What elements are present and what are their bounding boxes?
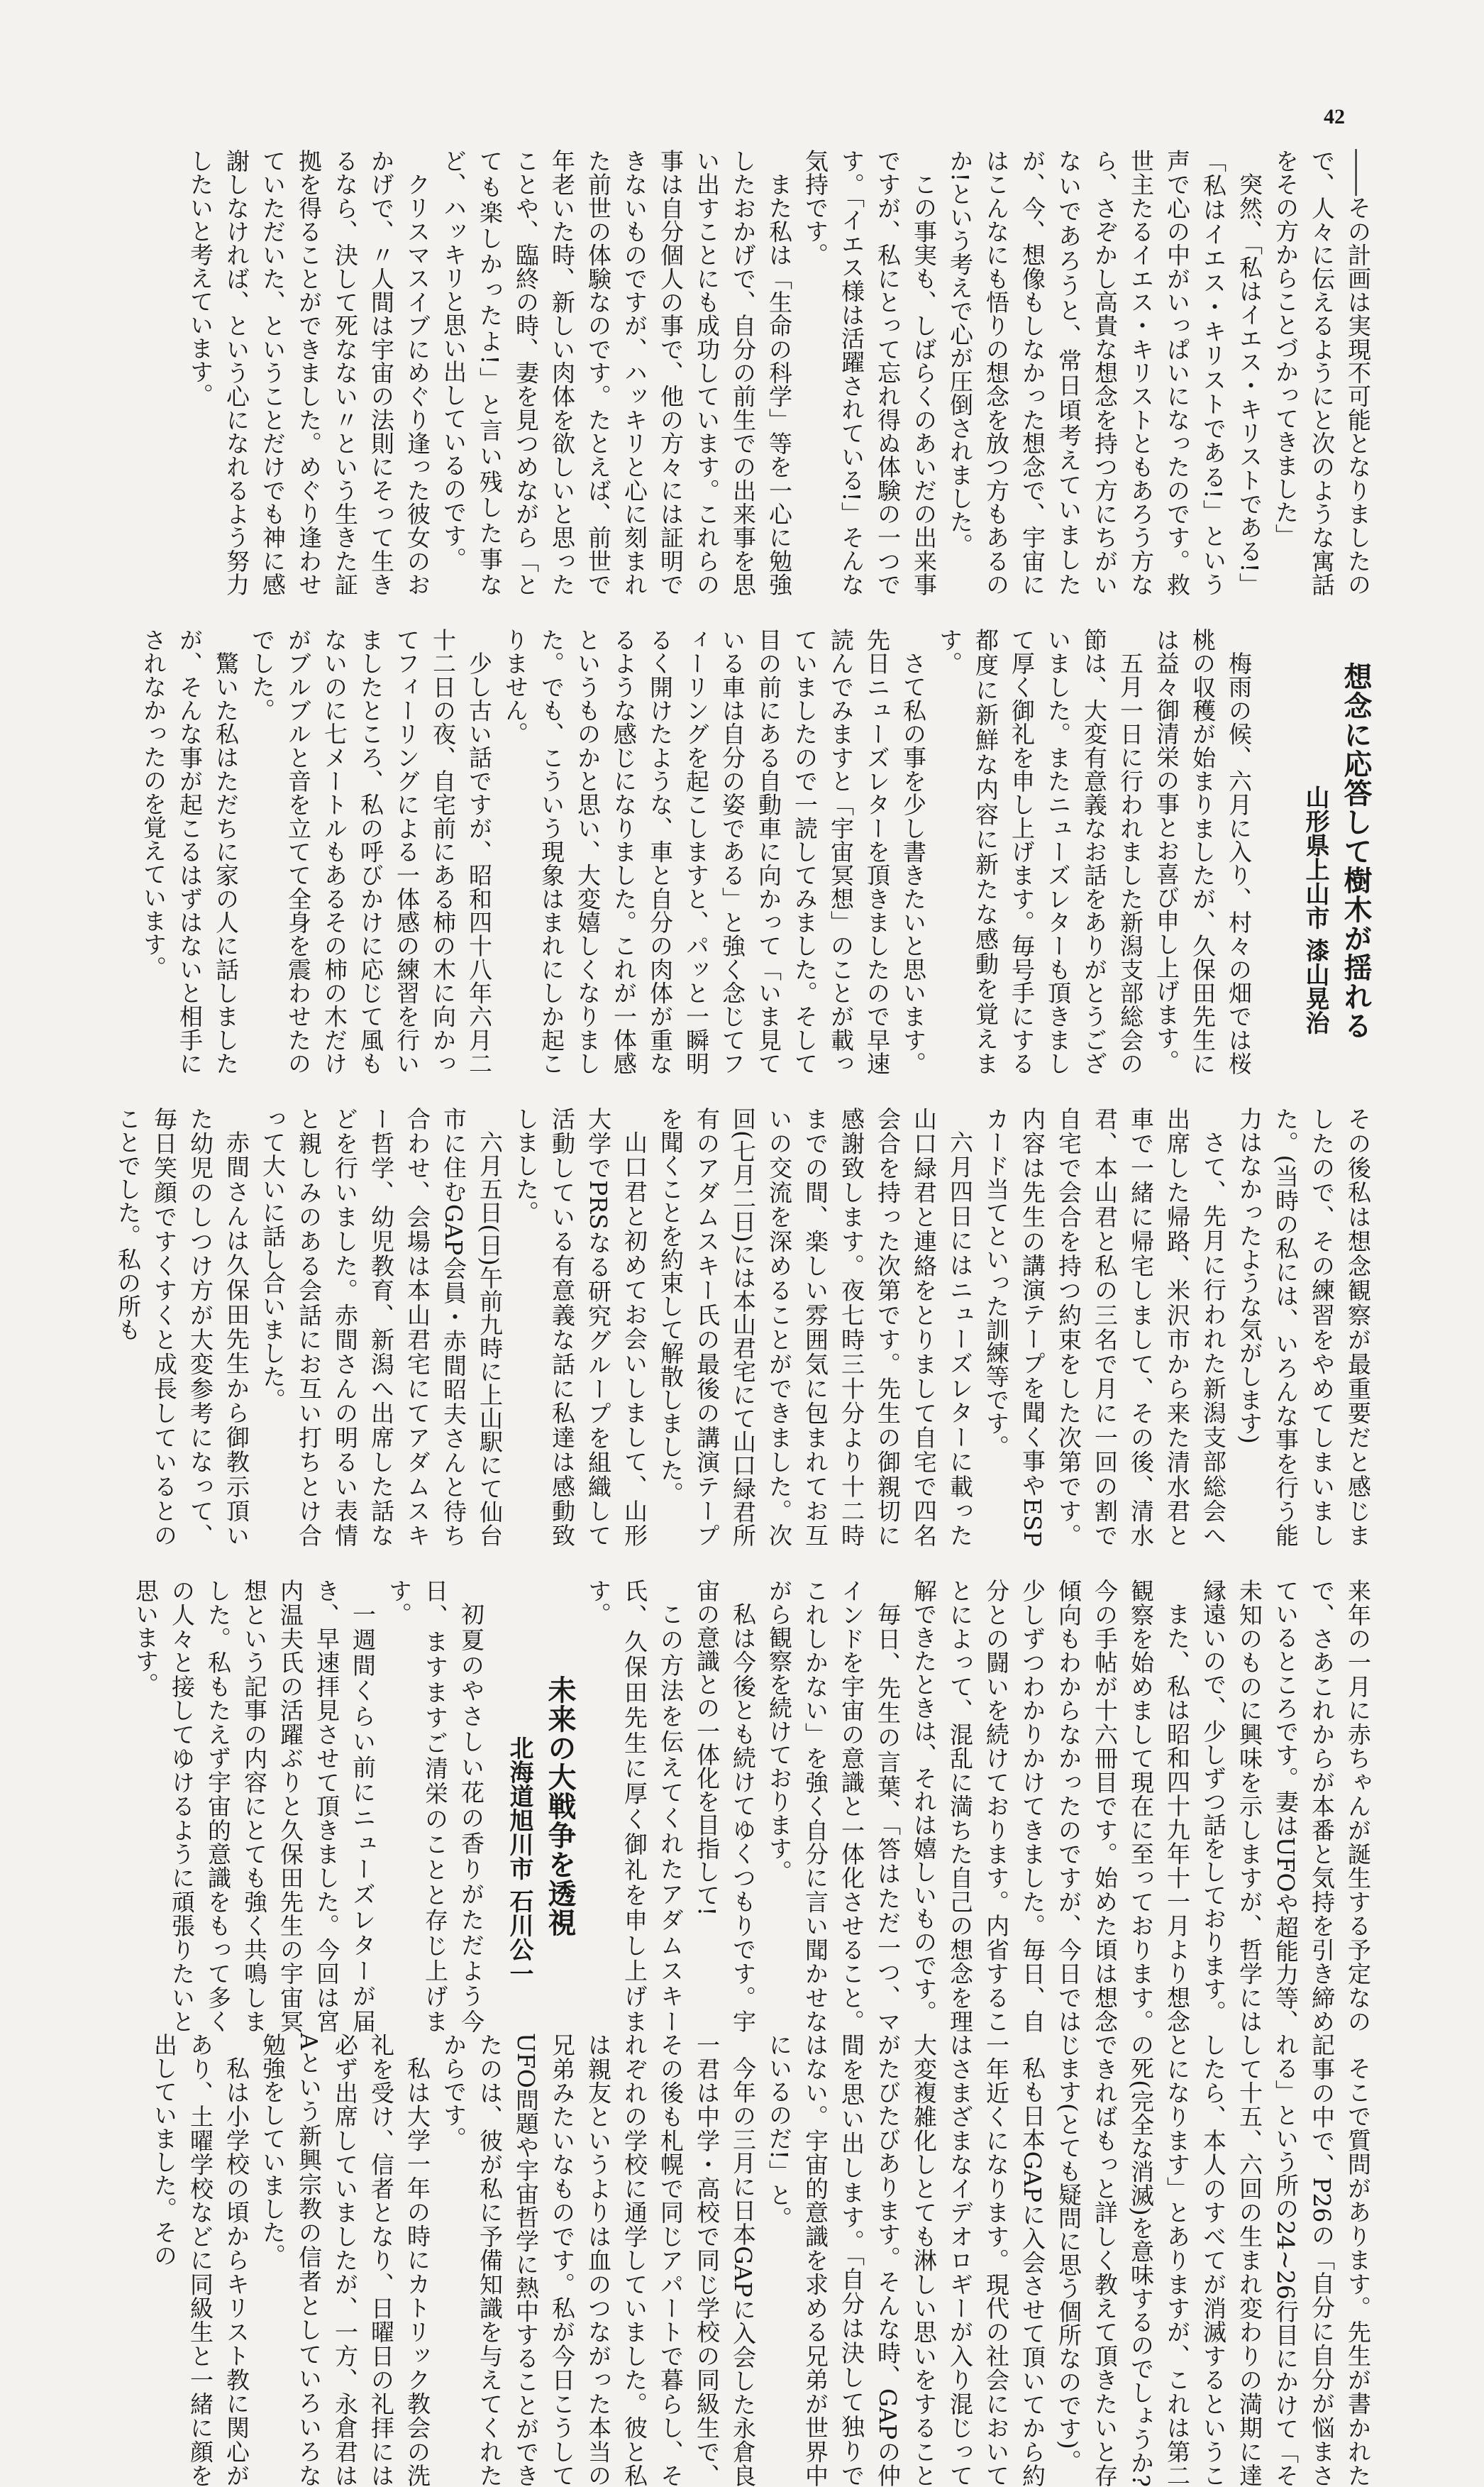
- paragraph: さて私の事を少し書きたいと思います。先日ニューズレターを頂きましたので早速読んでみますと「宇宙冥想」のことが載っていましたので一読してみました。そして目の前にある自動車に向かって「いま見ている車は自分の姿である」と強く念じてフィーリングを起こしますと、パッと一瞬明るく開けたような、車と自分の肉体が重なるような感じになりました。これが一体感というものかと思い、大変嬉しくなりました。でも、こういう現象はまれにしか起こりません。: [502, 628, 927, 1075]
- tier-3: [106, 1107, 1376, 1547]
- paragraph: 六月四日にはニューズレターに載った山口緑君と連絡をとりまして自宅で四名会合を持った次第です。先生の御親切に感謝致します。夜七時三十分より十二時までの間、楽しい雰囲気に包まれてお互いの交流を深めることができました。次回(七月二日)には本山君宅にて山口緑君所有のアダムスキー氏の最後の講演テープを聞くことを約束して解散しました。: [657, 1107, 974, 1547]
- paragraph: 梅雨の候、六月に入り、村々の畑では桜桃の収穫が始まりましたが、久保田先生には益々御清栄の事とお喜び申し上げます。: [1153, 628, 1253, 1075]
- paragraph: 毎日、先生の言葉、「答はただ一つ、マインドを宇宙の意識と一体化させること。これしかない」を強く自分に言い聞かせながら観察を続けております。: [765, 1579, 902, 2034]
- paragraph: 驚いた私はただちに家の人に話しましたが、そんな事が起こるはずはないと相手にされなかったのを覚えています。: [140, 628, 240, 1075]
- paragraph: 六月五日(日)午前九時に上山駅にて仙台市に住むGAP会員・赤間昭夫さんと待ち合わせ、会場は本山君宅にてアダムスキー哲学、幼児教育、新潟へ出席した話などを行いました。赤間さんの明るい表情と親しみのある会話にお互い打ちとけ合って大いに話し合いました。: [259, 1107, 504, 1547]
- paragraph: 少し古い話ですが、昭和四十八年六月二十二日の夜、自宅前にある柿の木に向かってフィーリングによる一体感の練習を行いましたところ、私の呼びかけに応じて風もないのに七メートルもあるその柿の木だけがブルブルと音を立てて全身を震わせたのでした。: [248, 628, 493, 1075]
- spacer: [1257, 628, 1285, 1075]
- tier-4: [106, 1579, 1376, 2487]
- paragraph: また私は「生命の科学」等を一心に勉強したおかげで、自分の前生での出来事を思い出すことにも成功しています。これらの事は自分個人の事で、他の方々には証明できないものですが、ハッキリと心に刻まれた前世の体験なのです。たとえば、前世で年老いた時、新しい肉体を欲しいと思ったことや、臨終の時、妻を見つめながら「とても楽しかったよ!」と言い残した事など、ハッキリと思い出しているのです。: [440, 149, 793, 596]
- paragraph: 私は大学一年の時にカトリック教会の洗礼を受け、信者となり、日曜日の礼拝には必ず出席していましたが、一方、永倉君はAという新興宗教の信者としていろいろな勉強をしていました。: [259, 2033, 431, 2487]
- article-title: 未来の大戦争を透視: [543, 1675, 576, 1937]
- paragraph: 今年の三月に日本GAPに入会した永倉良一君は中学・高校で同じ学校の同級生で、その後も札幌で同じアパートで暮らし、それぞれの学校に通学していました。彼と私は親友というよりは血のつながった本当の兄弟みたいなものです。私が今日こうしてUFO問題や宇宙哲学に熱中することができたのは、彼が私に予備知識を与えてくれたからです。: [440, 2033, 757, 2487]
- page-number: 42: [1324, 105, 1345, 128]
- paragraph: 私は小学校の頃からキリスト教に関心があり、土曜学校などに同級生と一緒に顔を出していました。その: [150, 2033, 250, 2487]
- paragraph: 一週間くらい前にニューズレターが届き、早速拝見させて頂きました。今回は宮内温夫氏の活躍ぶりと久保田先生の宇宙冥想という記事の内容にとても強く共鳴しました。私もたえず宇宙的意識をもって多くの人々と接してゆけるように頑張りたいと思います。: [132, 1579, 377, 2034]
- paragraph: 五月一日に行われました新潟支部総会の節は、大変有意義なお話をありがとうございました。またニューズレターも頂きまして厚く御礼を申し上げます。毎号手にする都度に新鮮な内容に新たな感動を覚えます。: [936, 628, 1144, 1075]
- paragraph: 赤間さんは久保田先生から御教示頂いた幼児のしつけ方が大変参考になって、毎日笑顔ですくすくと成長しているとのことでした。私の所も: [114, 1107, 250, 1547]
- paragraph: 私も日本GAPに入会させて頂いてから約一年近くになります。現代の社会においてはさまざまなイデオロギーが入り混じって大変複雑化しとても淋しい思いをすることがたびたびあります。そんな時、GAPの仲間を思い出します。「自分は決して独りではない。宇宙的意識を求める兄弟が世界中にいるのだ!」と。: [765, 2033, 1046, 2487]
- paragraph: さて、先月に行われた新潟支部総会へ出席した帰路、米沢市から来た清水君と車で一緒に帰宅しまして、その後、清水君、本山君と私の三名で月に一回の割で自宅で会合を持つ約束をした次第です。内容は先生の講演テープを聞く事やESPカード当てといった訓練等です。: [982, 1107, 1227, 1547]
- paragraph: 私は今後とも続けてゆくつもりです。宇宙の意識との一体化を目指して!: [693, 1579, 757, 2033]
- paragraph: 突然、「私はイエス・キリストである!」「私はイエス・キリストである!」という声で心の中がいっぱいになったのです。救世主たるイエス・キリストともあろう方なら、さぞかし高貴な想念を持つ方にちがいないであろうと、常日頃考えていましたが、今、想像もしなかった想念で、宇宙にはこんなにも悟りの想念を放つ方もあるのか!という考えで心が圧倒されました。: [946, 149, 1263, 596]
- paragraph: クリスマスイブにめぐり逢った彼女のおかげで、〃人間は宇宙の法則にそって生きるなら、決して死なない〃という生きた証拠を得ることができました。めぐり逢わせていただいた、ということだけでも神に感謝しなければ、という心になれるよう努力したいと考えています。: [187, 149, 431, 596]
- article-title: 想念に応答して樹木が揺れる: [1339, 662, 1372, 1040]
- paragraph: その後私は想念観察が最重要だと感じましたので、その練習をやめてしまいました。(当時の私には、いろんな事を行う能力はなかったような気がします): [1236, 1107, 1372, 1547]
- paragraph: この方法を伝えてくれたアダムスキー氏、久保田先生に厚く御礼を申し上げます。: [585, 1579, 685, 2033]
- paragraph: また、私は昭和四十九年十一月より想念観察を始めまして現在に至っております。今の手帖が十六冊目です。始めた頃は想念傾向もわからなかったのですが、今日では少しずつわかりかけてきました。毎日、自分との闘いを続けております。内省することによって、混乱に満ちた自己の想念を理解できたときは、それは嬉しいものです。: [910, 1579, 1191, 2034]
- paragraph: この事実も、しばらくのあいだの出来事ですが、私にとって忘れ得ぬ体験の一つです。「イエス様は活躍されている!」そんな気持です。: [802, 149, 938, 596]
- paragraph: 初夏のやさしい花の香りがただよう今日、ますますご清栄のことと存じ上げます。: [385, 1579, 485, 2033]
- article-author: 北海道旭川市 石川公一: [505, 1736, 533, 1985]
- tier-2: [106, 628, 1376, 1075]
- paragraph: ――その計画は実現不可能となりましたので、人々に伝えるようにと次のような寓話をその方からことづかってきました」: [1272, 149, 1372, 596]
- paragraph: 来年の一月に赤ちゃんが誕生する予定なので、さあこれからが本番と気持を引き締めているところです。妻はUFOや超能力等、未知のものに興味を示しますが、哲学には縁遠いので、少しずつ話をしております。: [1200, 1579, 1372, 2034]
- tier-1: [106, 149, 1376, 596]
- article-author: 山形県上山市 漆山晃治: [1301, 785, 1329, 1035]
- paragraph: 山口君と初めてお会いしまして、山形大学でPRSなる研究グループを組織して活動している有意義な話に私達は感動致しました。: [512, 1107, 648, 1548]
- paragraph: そこで質問があります。先生が書かれた記事の中で、P26の「自分に自分が悩まされる」という所の24~26行目にかけて「そして十五、六回の生まれ変わりの満期に達したら、本人のすべてが消滅するということになります」とありますが、これは第二の死(完全な消滅)を意味するのでしょうか? できればもっと詳しく教えて頂きたいと存じます(とても疑問に思う個所なのです)。: [1055, 2033, 1372, 2487]
